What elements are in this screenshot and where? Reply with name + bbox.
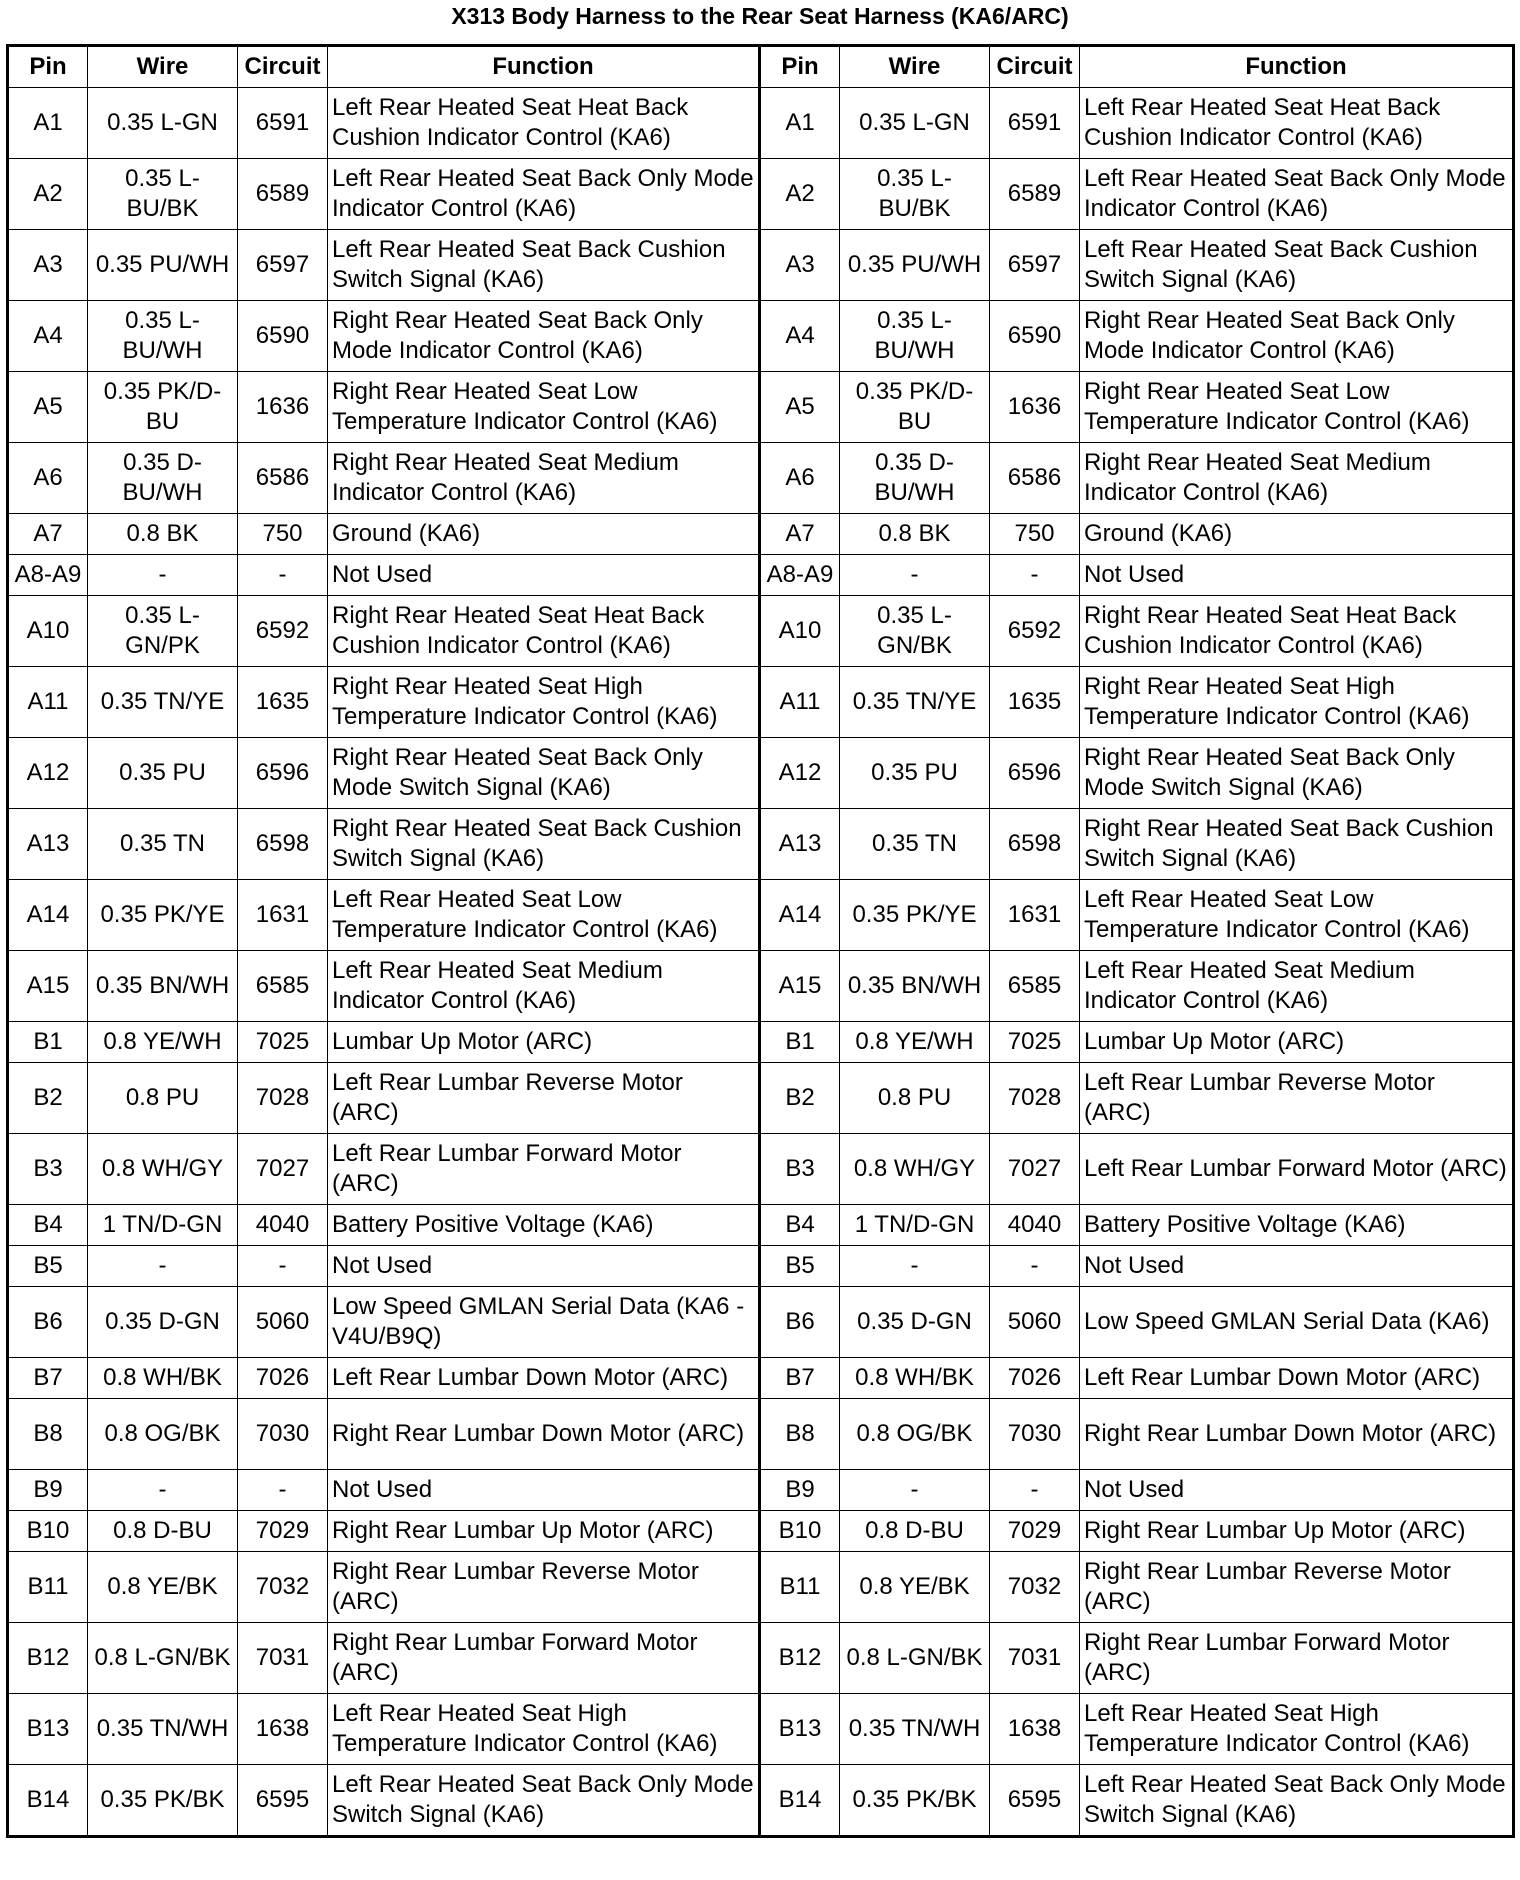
left-wire-cell: 0.35 D-GN [88,1287,238,1358]
table-header-row [8,46,1514,88]
right-circuit-cell: 6592 [990,596,1080,667]
left-function-cell: Left Rear Heated Seat Back Cushion Switch Signal (KA6) [328,230,760,301]
right-circuit-cell: 7031 [990,1623,1080,1694]
right-pin-cell: B14 [760,1765,840,1837]
left-circuit-cell: 6591 [238,88,328,159]
left-pin-cell: A7 [8,514,88,555]
left-function-cell: Left Rear Heated Seat High Temperature Indicator Control (KA6) [328,1694,760,1765]
right-wire-cell: 0.8 WH/GY [840,1134,990,1205]
right-circuit-cell: 7027 [990,1134,1080,1205]
table-row [8,1358,1514,1399]
table-row [8,555,1514,596]
left-function-cell: Left Rear Heated Seat Low Temperature Indicator Control (KA6) [328,880,760,951]
right-function-cell: Left Rear Lumbar Reverse Motor (ARC) [1080,1063,1514,1134]
left-circuit-cell: 6586 [238,443,328,514]
left-function-cell: Left Rear Lumbar Forward Motor (ARC) [328,1134,760,1205]
left-wire-cell: 0.35 L-GN [88,88,238,159]
left-function-cell: Right Rear Heated Seat Back Cushion Switch Signal (KA6) [328,809,760,880]
right-circuit-cell: 7032 [990,1552,1080,1623]
table-row [8,1552,1514,1623]
left-function-cell: Right Rear Heated Seat Medium Indicator Control (KA6) [328,443,760,514]
table-row [8,738,1514,809]
right-pin-cell: A15 [760,951,840,1022]
left-pin-cell: B7 [8,1358,88,1399]
left-circuit-cell: 6598 [238,809,328,880]
left-pin-cell: B3 [8,1134,88,1205]
right-function-cell: Ground (KA6) [1080,514,1514,555]
left-circuit-cell: 6585 [238,951,328,1022]
right-wire-cell: 1 TN/D-GN [840,1205,990,1246]
table-row [8,1470,1514,1511]
right-function-cell: Right Rear Heated Seat Low Temperature Indicator Control (KA6) [1080,372,1514,443]
left-wire-cell: 0.35 TN [88,809,238,880]
left-circuit-cell: 7031 [238,1623,328,1694]
left-pin-cell: B8 [8,1399,88,1470]
right-pin-cell: B11 [760,1552,840,1623]
right-circuit-cell: 7028 [990,1063,1080,1134]
left-function-cell: Not Used [328,1246,760,1287]
left-function-cell: Left Rear Lumbar Reverse Motor (ARC) [328,1063,760,1134]
right-pin-cell: B13 [760,1694,840,1765]
right-circuit-cell: 6585 [990,951,1080,1022]
right-pin-cell: A5 [760,372,840,443]
left-wire-cell: 0.35 PU/WH [88,230,238,301]
right-circuit-cell: 6590 [990,301,1080,372]
table-row [8,159,1514,230]
table-row [8,596,1514,667]
right-wire-cell: 0.8 D-BU [840,1511,990,1552]
right-pin-cell: A3 [760,230,840,301]
left-circuit-cell: 6590 [238,301,328,372]
right-function-cell: Battery Positive Voltage (KA6) [1080,1205,1514,1246]
right-pin-cell: A6 [760,443,840,514]
right-pin-cell: A4 [760,301,840,372]
table-row [8,667,1514,738]
header-wire-left: Wire [88,46,238,88]
left-pin-cell: A4 [8,301,88,372]
right-function-cell: Right Rear Lumbar Up Motor (ARC) [1080,1511,1514,1552]
right-wire-cell: - [840,1470,990,1511]
left-wire-cell: 0.35 PK/D-BU [88,372,238,443]
right-wire-cell: 0.35 PU [840,738,990,809]
right-pin-cell: B2 [760,1063,840,1134]
left-pin-cell: B6 [8,1287,88,1358]
left-pin-cell: A11 [8,667,88,738]
left-pin-cell: B14 [8,1765,88,1837]
right-circuit-cell: 7029 [990,1511,1080,1552]
table-row [8,1399,1514,1470]
table-row [8,951,1514,1022]
right-pin-cell: B8 [760,1399,840,1470]
left-wire-cell: - [88,555,238,596]
right-function-cell: Right Rear Heated Seat Back Only Mode Switch Signal (KA6) [1080,738,1514,809]
right-wire-cell: 0.35 D-BU/WH [840,443,990,514]
right-function-cell: Lumbar Up Motor (ARC) [1080,1022,1514,1063]
right-function-cell: Not Used [1080,555,1514,596]
left-wire-cell: 0.8 WH/BK [88,1358,238,1399]
right-wire-cell: 0.8 YE/BK [840,1552,990,1623]
left-pin-cell: A14 [8,880,88,951]
right-circuit-cell: 6591 [990,88,1080,159]
table-row [8,809,1514,880]
left-wire-cell: 0.35 PK/YE [88,880,238,951]
right-pin-cell: A1 [760,88,840,159]
right-wire-cell: 0.35 TN/WH [840,1694,990,1765]
right-pin-cell: B12 [760,1623,840,1694]
right-wire-cell: 0.8 OG/BK [840,1399,990,1470]
table-row [8,1765,1514,1837]
right-circuit-cell: 1635 [990,667,1080,738]
left-function-cell: Right Rear Lumbar Reverse Motor (ARC) [328,1552,760,1623]
right-pin-cell: B9 [760,1470,840,1511]
right-function-cell: Right Rear Lumbar Reverse Motor (ARC) [1080,1552,1514,1623]
left-circuit-cell: 5060 [238,1287,328,1358]
right-function-cell: Left Rear Heated Seat Back Only Mode Switch Signal (KA6) [1080,1765,1514,1837]
right-circuit-cell: 750 [990,514,1080,555]
left-function-cell: Right Rear Lumbar Forward Motor (ARC) [328,1623,760,1694]
right-function-cell: Right Rear Heated Seat Medium Indicator Control (KA6) [1080,443,1514,514]
table-row [8,1246,1514,1287]
left-function-cell: Right Rear Heated Seat Heat Back Cushion Indicator Control (KA6) [328,596,760,667]
left-pin-cell: B4 [8,1205,88,1246]
right-circuit-cell: - [990,1246,1080,1287]
right-wire-cell: 0.8 BK [840,514,990,555]
left-circuit-cell: 7026 [238,1358,328,1399]
left-pin-cell: B1 [8,1022,88,1063]
right-function-cell: Right Rear Heated Seat Back Cushion Switch Signal (KA6) [1080,809,1514,880]
left-wire-cell: 0.8 WH/GY [88,1134,238,1205]
right-function-cell: Not Used [1080,1470,1514,1511]
left-wire-cell: 1 TN/D-GN [88,1205,238,1246]
right-wire-cell: 0.8 L-GN/BK [840,1623,990,1694]
right-wire-cell: 0.35 D-GN [840,1287,990,1358]
right-circuit-cell: 7025 [990,1022,1080,1063]
left-circuit-cell: 6592 [238,596,328,667]
right-function-cell: Left Rear Lumbar Forward Motor (ARC) [1080,1134,1514,1205]
left-circuit-cell: 1636 [238,372,328,443]
left-wire-cell: 0.8 D-BU [88,1511,238,1552]
right-function-cell: Right Rear Heated Seat Heat Back Cushion Indicator Control (KA6) [1080,596,1514,667]
table-row [8,1694,1514,1765]
left-wire-cell: 0.35 TN/YE [88,667,238,738]
left-wire-cell: 0.35 PK/BK [88,1765,238,1837]
left-function-cell: Not Used [328,555,760,596]
right-circuit-cell: 1636 [990,372,1080,443]
left-wire-cell: 0.35 L-GN/PK [88,596,238,667]
left-function-cell: Right Rear Lumbar Down Motor (ARC) [328,1399,760,1470]
left-circuit-cell: 7027 [238,1134,328,1205]
right-wire-cell: 0.35 L-GN/BK [840,596,990,667]
right-wire-cell: 0.35 PK/D-BU [840,372,990,443]
left-function-cell: Not Used [328,1470,760,1511]
header-circuit-right: Circuit [990,46,1080,88]
left-wire-cell: 0.35 BN/WH [88,951,238,1022]
right-wire-cell: 0.35 PU/WH [840,230,990,301]
right-wire-cell: 0.35 L-GN [840,88,990,159]
left-circuit-cell: - [238,555,328,596]
right-pin-cell: A2 [760,159,840,230]
left-circuit-cell: 6596 [238,738,328,809]
right-pin-cell: B5 [760,1246,840,1287]
left-function-cell: Left Rear Lumbar Down Motor (ARC) [328,1358,760,1399]
page-title: X313 Body Harness to the Rear Seat Harness (KA6/ARC) [451,3,1069,29]
left-circuit-cell: - [238,1246,328,1287]
right-wire-cell: 0.35 BN/WH [840,951,990,1022]
left-wire-cell: 0.8 PU [88,1063,238,1134]
header-circuit-left: Circuit [238,46,328,88]
left-function-cell: Right Rear Heated Seat Back Only Mode Indicator Control (KA6) [328,301,760,372]
left-pin-cell: A2 [8,159,88,230]
right-pin-cell: B10 [760,1511,840,1552]
right-wire-cell: 0.8 PU [840,1063,990,1134]
table-row [8,514,1514,555]
right-function-cell: Low Speed GMLAN Serial Data (KA6) [1080,1287,1514,1358]
left-wire-cell: 0.8 YE/BK [88,1552,238,1623]
left-wire-cell: - [88,1246,238,1287]
right-wire-cell: 0.35 PK/YE [840,880,990,951]
left-function-cell: Lumbar Up Motor (ARC) [328,1022,760,1063]
right-wire-cell: 0.8 WH/BK [840,1358,990,1399]
left-pin-cell: A6 [8,443,88,514]
left-pin-cell: B13 [8,1694,88,1765]
left-function-cell: Left Rear Heated Seat Medium Indicator Control (KA6) [328,951,760,1022]
left-wire-cell: 0.8 L-GN/BK [88,1623,238,1694]
right-function-cell: Left Rear Lumbar Down Motor (ARC) [1080,1358,1514,1399]
right-circuit-cell: 7026 [990,1358,1080,1399]
table-row [8,88,1514,159]
left-circuit-cell: 7028 [238,1063,328,1134]
left-wire-cell: - [88,1470,238,1511]
right-circuit-cell: 6589 [990,159,1080,230]
right-circuit-cell: 6595 [990,1765,1080,1837]
left-function-cell: Left Rear Heated Seat Back Only Mode Switch Signal (KA6) [328,1765,760,1837]
right-circuit-cell: 6598 [990,809,1080,880]
table-row [8,1063,1514,1134]
table-row [8,880,1514,951]
left-wire-cell: 0.8 YE/WH [88,1022,238,1063]
left-function-cell: Ground (KA6) [328,514,760,555]
right-circuit-cell: 4040 [990,1205,1080,1246]
table-row [8,372,1514,443]
left-pin-cell: B11 [8,1552,88,1623]
right-circuit-cell: 6597 [990,230,1080,301]
table-row [8,443,1514,514]
left-pin-cell: A1 [8,88,88,159]
right-wire-cell: - [840,1246,990,1287]
table-row [8,1623,1514,1694]
right-function-cell: Left Rear Heated Seat Back Cushion Switch Signal (KA6) [1080,230,1514,301]
left-wire-cell: 0.35 D-BU/WH [88,443,238,514]
right-circuit-cell: 6586 [990,443,1080,514]
table-row [8,1134,1514,1205]
right-function-cell: Left Rear Heated Seat Low Temperature Indicator Control (KA6) [1080,880,1514,951]
right-function-cell: Right Rear Heated Seat High Temperature Indicator Control (KA6) [1080,667,1514,738]
left-circuit-cell: 7030 [238,1399,328,1470]
left-circuit-cell: 6595 [238,1765,328,1837]
header-pin-right: Pin [760,46,840,88]
left-circuit-cell: - [238,1470,328,1511]
right-wire-cell: 0.35 L-BU/WH [840,301,990,372]
left-wire-cell: 0.35 L-BU/BK [88,159,238,230]
left-wire-cell: 0.8 OG/BK [88,1399,238,1470]
right-function-cell: Right Rear Lumbar Forward Motor (ARC) [1080,1623,1514,1694]
right-function-cell: Left Rear Heated Seat Heat Back Cushion Indicator Control (KA6) [1080,88,1514,159]
right-wire-cell: 0.35 PK/BK [840,1765,990,1837]
left-wire-cell: 0.35 L-BU/WH [88,301,238,372]
header-function-left: Function [328,46,760,88]
left-pin-cell: A12 [8,738,88,809]
right-function-cell: Left Rear Heated Seat High Temperature Indicator Control (KA6) [1080,1694,1514,1765]
left-pin-cell: B5 [8,1246,88,1287]
header-pin-left: Pin [8,46,88,88]
table-body [8,88,1514,1837]
table-row [8,1287,1514,1358]
left-function-cell: Battery Positive Voltage (KA6) [328,1205,760,1246]
right-pin-cell: A14 [760,880,840,951]
left-pin-cell: A13 [8,809,88,880]
left-circuit-cell: 7032 [238,1552,328,1623]
left-function-cell: Low Speed GMLAN Serial Data (KA6 -V4U/B9Q) [328,1287,760,1358]
left-pin-cell: A5 [8,372,88,443]
left-wire-cell: 0.35 PU [88,738,238,809]
right-pin-cell: B4 [760,1205,840,1246]
right-circuit-cell: - [990,1470,1080,1511]
left-wire-cell: 0.35 TN/WH [88,1694,238,1765]
right-function-cell: Left Rear Heated Seat Medium Indicator Control (KA6) [1080,951,1514,1022]
right-pin-cell: A10 [760,596,840,667]
table-row [8,1205,1514,1246]
right-circuit-cell: 1638 [990,1694,1080,1765]
right-circuit-cell: - [990,555,1080,596]
header-function-right: Function [1080,46,1514,88]
right-circuit-cell: 5060 [990,1287,1080,1358]
right-function-cell: Left Rear Heated Seat Back Only Mode Indicator Control (KA6) [1080,159,1514,230]
right-pin-cell: A12 [760,738,840,809]
right-pin-cell: B7 [760,1358,840,1399]
right-pin-cell: A13 [760,809,840,880]
right-circuit-cell: 6596 [990,738,1080,809]
left-circuit-cell: 1631 [238,880,328,951]
left-circuit-cell: 7025 [238,1022,328,1063]
right-wire-cell: 0.8 YE/WH [840,1022,990,1063]
left-circuit-cell: 6589 [238,159,328,230]
right-wire-cell: 0.35 TN/YE [840,667,990,738]
left-pin-cell: A10 [8,596,88,667]
left-function-cell: Right Rear Lumbar Up Motor (ARC) [328,1511,760,1552]
left-function-cell: Right Rear Heated Seat Low Temperature Indicator Control (KA6) [328,372,760,443]
right-pin-cell: B6 [760,1287,840,1358]
header-wire-right: Wire [840,46,990,88]
left-pin-cell: B10 [8,1511,88,1552]
left-pin-cell: A8-A9 [8,555,88,596]
left-function-cell: Right Rear Heated Seat Back Only Mode Switch Signal (KA6) [328,738,760,809]
left-function-cell: Left Rear Heated Seat Heat Back Cushion Indicator Control (KA6) [328,88,760,159]
right-pin-cell: A8-A9 [760,555,840,596]
left-function-cell: Right Rear Heated Seat High Temperature Indicator Control (KA6) [328,667,760,738]
right-wire-cell: - [840,555,990,596]
table-row [8,301,1514,372]
left-pin-cell: A15 [8,951,88,1022]
right-pin-cell: B3 [760,1134,840,1205]
right-pin-cell: A11 [760,667,840,738]
right-pin-cell: A7 [760,514,840,555]
left-circuit-cell: 750 [238,514,328,555]
table-row [8,1022,1514,1063]
right-function-cell: Not Used [1080,1246,1514,1287]
left-pin-cell: B2 [8,1063,88,1134]
left-circuit-cell: 1635 [238,667,328,738]
left-pin-cell: A3 [8,230,88,301]
left-circuit-cell: 1638 [238,1694,328,1765]
table-row [8,230,1514,301]
right-circuit-cell: 7030 [990,1399,1080,1470]
left-wire-cell: 0.8 BK [88,514,238,555]
connector-pinout-table [6,44,1515,1838]
left-pin-cell: B9 [8,1470,88,1511]
right-function-cell: Right Rear Lumbar Down Motor (ARC) [1080,1399,1514,1470]
left-function-cell: Left Rear Heated Seat Back Only Mode Indicator Control (KA6) [328,159,760,230]
right-wire-cell: 0.35 L-BU/BK [840,159,990,230]
table-row [8,1511,1514,1552]
left-circuit-cell: 4040 [238,1205,328,1246]
left-circuit-cell: 7029 [238,1511,328,1552]
right-pin-cell: B1 [760,1022,840,1063]
right-function-cell: Right Rear Heated Seat Back Only Mode Indicator Control (KA6) [1080,301,1514,372]
right-circuit-cell: 1631 [990,880,1080,951]
right-wire-cell: 0.35 TN [840,809,990,880]
left-circuit-cell: 6597 [238,230,328,301]
left-pin-cell: B12 [8,1623,88,1694]
